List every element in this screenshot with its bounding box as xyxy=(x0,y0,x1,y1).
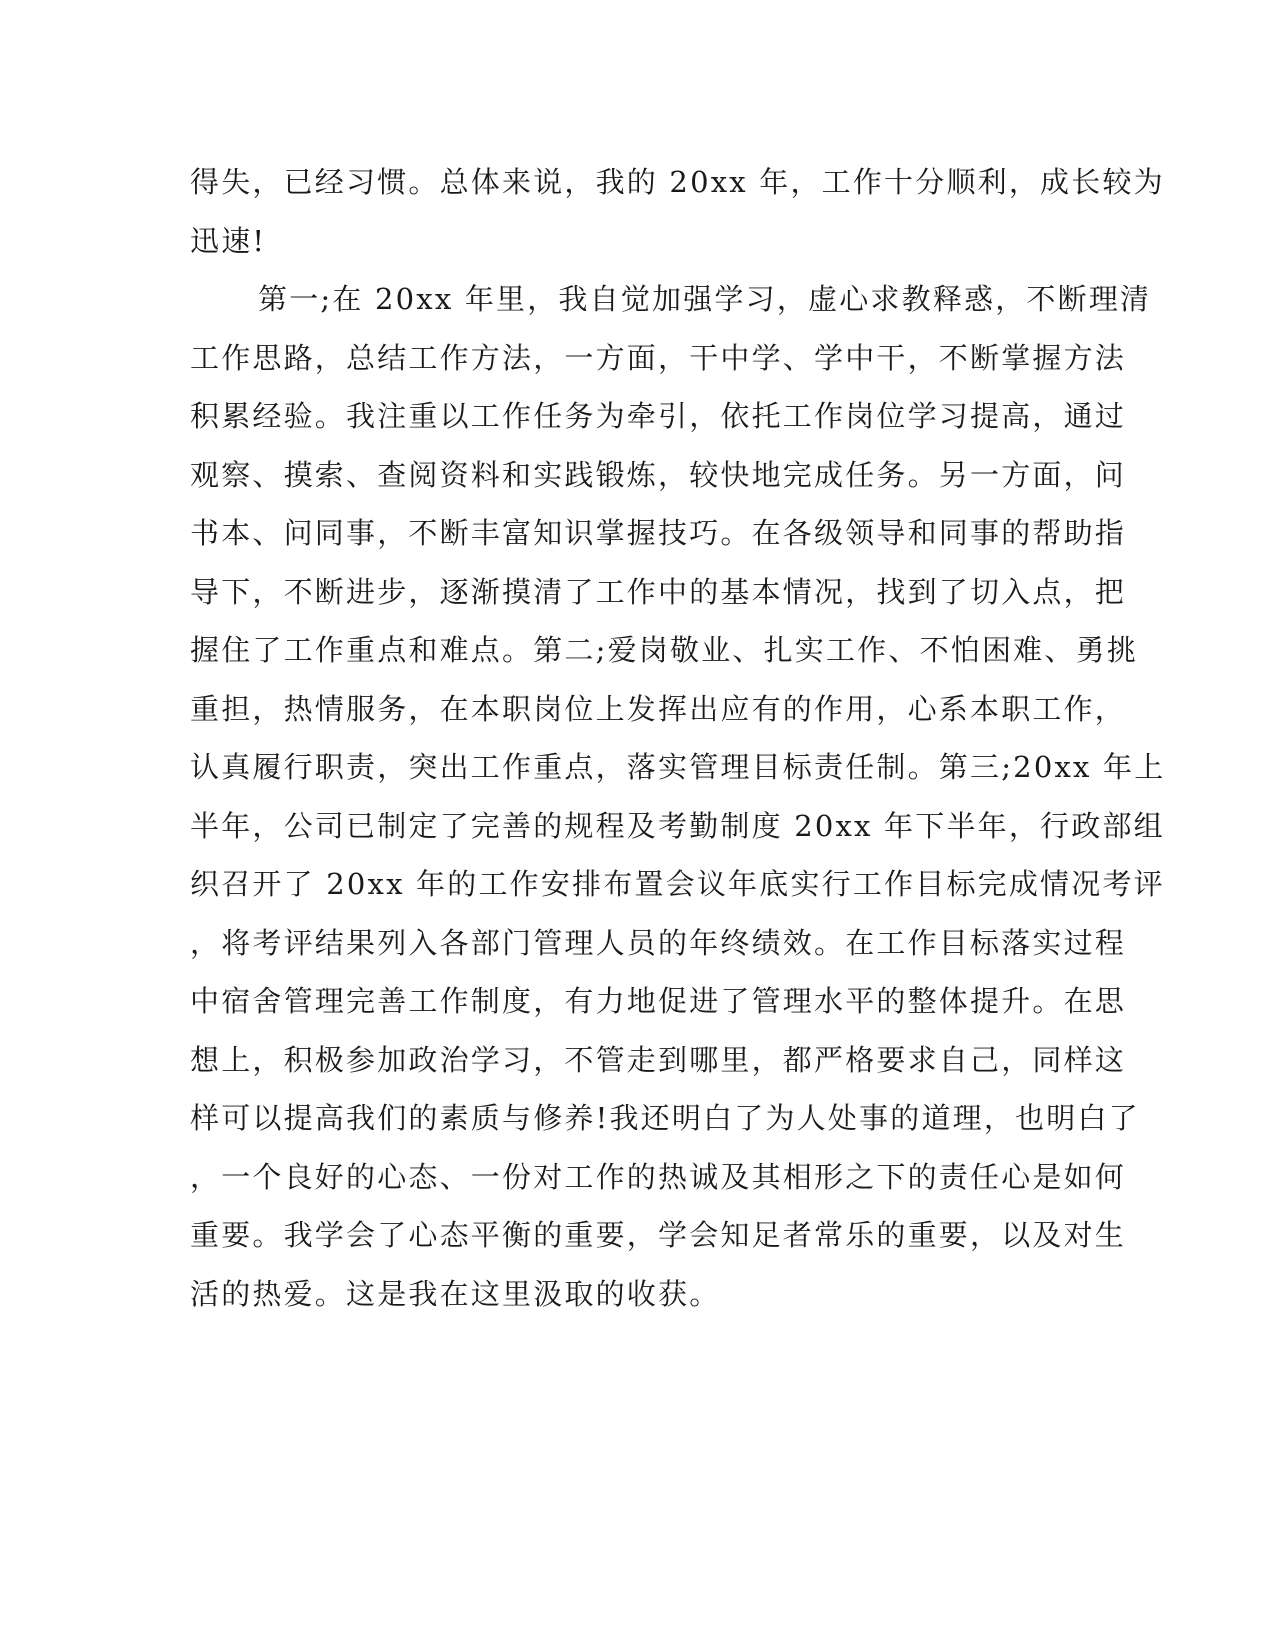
text-line: 工作思路，总结工作方法，一方面，干中学、学中干，不断掌握方法 xyxy=(190,341,1127,375)
text-line: 重要。我学会了心态平衡的重要，学会知足者常乐的重要，以及对生 xyxy=(190,1218,1127,1252)
text-line: 迅速! xyxy=(190,224,267,258)
text-line: 样可以提高我们的素质与修养!我还明白了为人处事的道理，也明白了 xyxy=(190,1101,1140,1135)
text-line: 观察、摸索、查阅资料和实践锻炼，较快地完成任务。另一方面，问 xyxy=(190,458,1127,492)
text-line: 认真履行职责，突出工作重点，落实管理目标责任制。第三;20xx 年上 xyxy=(190,750,1166,784)
text-line: 得失，已经习惯。总体来说，我的 20xx 年，工作十分顺利，成长较为 xyxy=(190,165,1165,199)
text-line: 半年，公司已制定了完善的规程及考勤制度 20xx 年下半年，行政部组 xyxy=(190,809,1165,843)
paragraph-first-line: 第一;在 20xx 年里，我自觉加强学习，虚心求教释惑，不断理清 xyxy=(258,282,1152,316)
text-line: 书本、问同事，不断丰富知识掌握技巧。在各级领导和同事的帮助指 xyxy=(190,516,1127,550)
text-line: 想上，积极参加政治学习，不管走到哪里，都严格要求自己，同样这 xyxy=(190,1043,1127,1077)
text-line: 导下，不断进步，逐渐摸清了工作中的基本情况，找到了切入点，把 xyxy=(190,575,1127,609)
text-line: 握住了工作重点和难点。第二;爱岗敬业、扎实工作、不怕困难、勇挑 xyxy=(190,633,1138,667)
text-line: 活的热爱。这是我在这里汲取的收获。 xyxy=(190,1277,721,1311)
text-line: 积累经验。我注重以工作任务为牵引，依托工作岗位学习提高，通过 xyxy=(190,399,1127,433)
text-line: ，将考评结果列入各部门管理人员的年终绩效。在工作目标落实过程 xyxy=(190,926,1127,960)
text-line: 中宿舍管理完善工作制度，有力地促进了管理水平的整体提升。在思 xyxy=(190,984,1127,1018)
text-line: 重担，热情服务，在本职岗位上发挥出应有的作用，心系本职工作， xyxy=(190,692,1127,726)
text-line: ，一个良好的心态、一份对工作的热诚及其相形之下的责任心是如何 xyxy=(190,1160,1127,1194)
text-line: 织召开了 20xx 年的工作安排布置会议年底实行工作目标完成情况考评 xyxy=(190,867,1165,901)
